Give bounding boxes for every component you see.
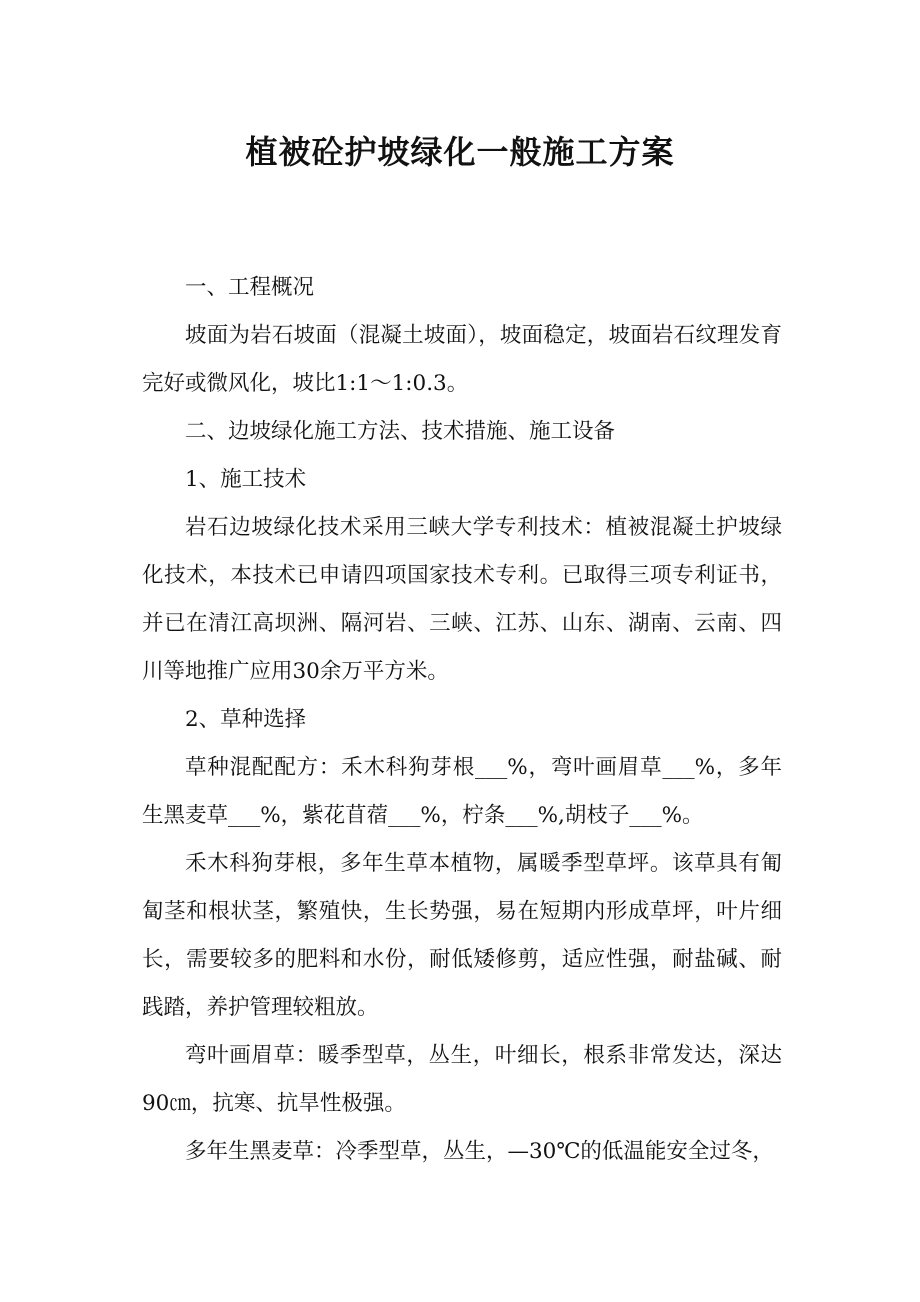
paragraph-weeping-lovegrass: 弯叶画眉草：暖季型草，丛生，叶细长，根系非常发达，深达90㎝，抗寒、抗旱性极强。	[142, 1043, 782, 1116]
paragraph-perennial-ryegrass: 多年生黑麦草：冷季型草，丛生，—30℃的低温能安全过冬，	[185, 1139, 774, 1164]
document-body	[142, 264, 782, 1176]
document-title: 植被砼护坡绿化一般施工方案	[245, 133, 675, 171]
subheading-construction-technology: 1、施工技术	[185, 467, 307, 492]
section-heading-methods: 二、边坡绿化施工方法、技术措施、施工设备	[185, 419, 616, 444]
section-heading-overview: 一、工程概况	[185, 275, 315, 300]
paragraph-bermuda-grass: 禾木科狗芽根，多年生草本植物，属暖季型草坪。该草具有匍匐茎和根状茎，繁殖快，生长势强，易在短期内形成草坪，叶片细长，需要较多的肥料和水份，耐低矮修剪，适应性强，耐盐碱、耐践踏，养护管理较粗放。	[142, 851, 782, 1020]
paragraph-slope-description: 坡面为岩石坡面（混凝土坡面），坡面稳定，坡面岩石纹理发育完好或微风化，坡比1:1～1:0.3。	[142, 323, 782, 396]
paragraph-technology-description: 岩石边坡绿化技术采用三峡大学专利技术：植被混凝土护坡绿化技术，本技术已申请四项国家技术专利。已取得三项专利证书，并已在清江高坝洲、隔河岩、三峡、江苏、山东、湖南、云南、四川等地推广应用30余万平方米。	[142, 515, 782, 684]
subheading-grass-selection: 2、草种选择	[185, 707, 307, 732]
paragraph-seed-mix-formula: 草种混配配方：禾木科狗芽根___%，弯叶画眉草___%，多年生黑麦草___%，紫花苜蓿___%，柠条___%,胡枝子___%。	[142, 755, 782, 828]
